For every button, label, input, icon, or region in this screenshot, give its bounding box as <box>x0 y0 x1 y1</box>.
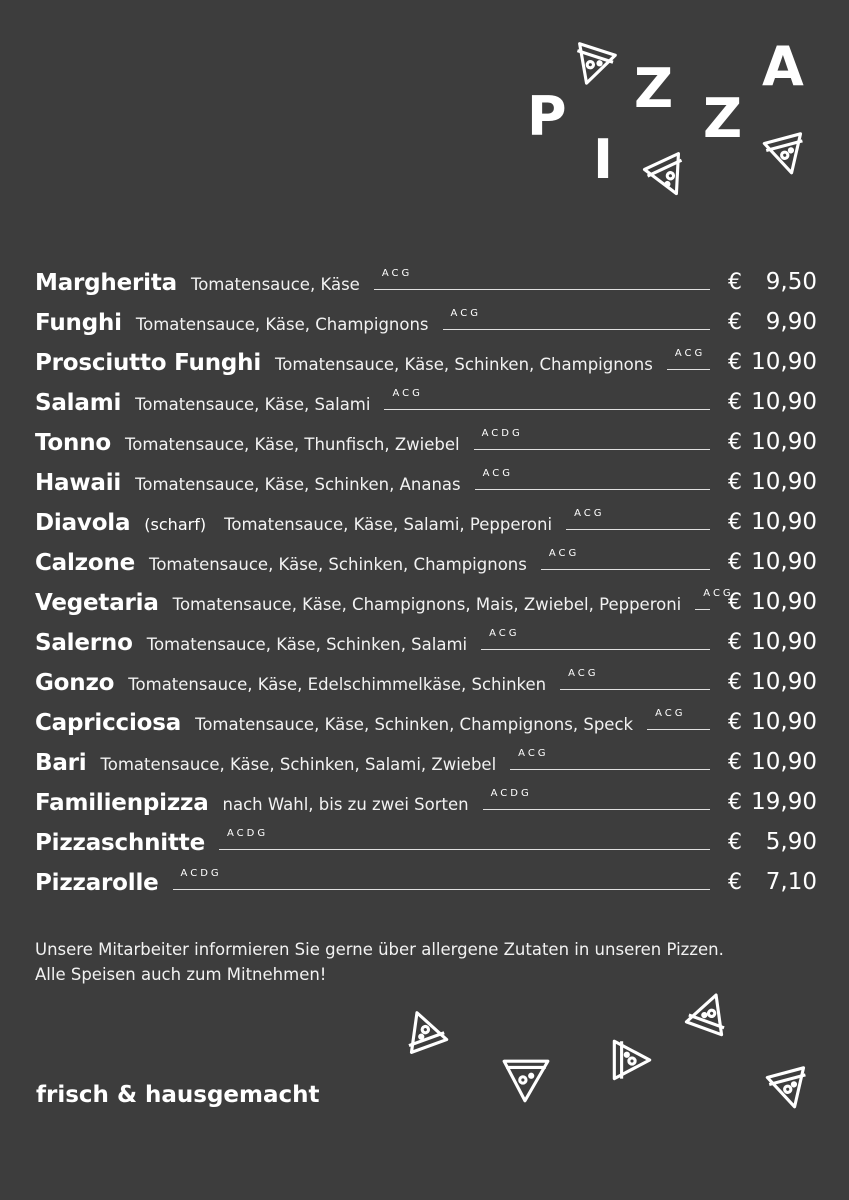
menu-item-price: 9,90 <box>765 309 817 335</box>
dotted-leader-line <box>374 268 710 290</box>
pizza-slice-icon <box>565 40 617 92</box>
pizza-slice-icon <box>763 1064 815 1116</box>
allergen-codes: ACG <box>568 668 599 679</box>
menu-item-description <box>35 748 710 776</box>
allergen-codes: ACG <box>489 628 520 639</box>
menu-item-name: Pizzarolle <box>35 870 159 896</box>
dotted-leader-line <box>483 788 710 810</box>
menu-item-price: 10,90 <box>751 389 817 415</box>
leader-rule <box>443 329 710 330</box>
menu-item-description <box>35 468 710 496</box>
menu-item-price: 10,90 <box>751 709 817 735</box>
menu-item-name: Margherita <box>35 270 177 296</box>
allergen-codes: ACG <box>703 588 734 599</box>
dotted-leader-line <box>667 348 710 370</box>
menu-item <box>35 702 817 742</box>
menu-item-description <box>35 668 710 696</box>
currency-symbol: € <box>728 389 742 415</box>
allergen-codes: ACDG <box>180 868 222 879</box>
menu-item-ingredients: Tomatensauce, Käse, Thunfisch, Zwiebel <box>125 435 460 454</box>
menu-item <box>35 662 817 702</box>
pizza-slice-icon <box>760 130 812 182</box>
leader-rule <box>483 809 710 810</box>
menu-item-note: (scharf) <box>144 515 207 534</box>
title-letter-z2: Z <box>703 87 743 150</box>
pizza-slice-icon <box>500 1055 552 1107</box>
menu-item-ingredients: Tomatensauce, Käse, Schinken, Salami <box>146 635 468 654</box>
allergen-codes: ACG <box>450 308 481 319</box>
leader-rule <box>219 849 710 850</box>
title-letter-p: P <box>527 85 567 148</box>
menu-item-name: Pizzaschnitte <box>35 830 205 856</box>
menu-item-price: 7,10 <box>765 869 817 895</box>
menu-item-name: Salerno <box>35 630 133 656</box>
menu-item-description <box>35 348 710 376</box>
menu-item-description <box>35 868 710 896</box>
currency-symbol: € <box>728 709 742 735</box>
allergen-codes: ACG <box>381 268 413 279</box>
menu-item-name: Vegetaria <box>35 590 159 616</box>
menu-item-price: 10,90 <box>751 629 817 655</box>
dotted-leader-line <box>541 548 710 570</box>
currency-symbol: € <box>728 589 742 615</box>
menu-item <box>35 262 817 302</box>
menu-item-price: 10,90 <box>751 589 817 615</box>
allergen-codes: ACG <box>655 708 686 719</box>
allergen-info <box>35 937 724 987</box>
dotted-leader-line <box>647 708 710 730</box>
menu-item-name: Familienpizza <box>35 790 209 816</box>
menu-item-description <box>35 628 710 656</box>
menu-item-name: Capricciosa <box>35 710 182 736</box>
info-line-1: Unsere Mitarbeiter informieren Sie gerne über allergene Zutaten in unseren Pizzen. <box>35 940 724 959</box>
menu-item-ingredients: Tomatensauce, Käse <box>190 275 360 294</box>
dotted-leader-line <box>443 308 710 330</box>
menu-item-ingredients: Tomatensauce, Käse, Schinken, Champignons, Speck <box>195 715 634 734</box>
menu-item-price: 10,90 <box>751 429 817 455</box>
menu-item-description <box>35 388 710 416</box>
menu-item <box>35 742 817 782</box>
menu-item-ingredients: Tomatensauce, Käse, Salami <box>135 395 371 414</box>
allergen-codes: ACG <box>392 388 423 399</box>
menu-item-description <box>35 308 710 336</box>
leader-rule <box>481 649 710 650</box>
menu-item-description <box>35 828 710 856</box>
menu-item-description <box>35 788 710 816</box>
menu-item-description <box>35 508 710 536</box>
title-letter-a: A <box>762 35 804 98</box>
currency-symbol: € <box>728 669 742 695</box>
menu-item <box>35 862 817 902</box>
menu-item <box>35 822 817 862</box>
currency-symbol: € <box>728 309 742 335</box>
menu-item-name: Calzone <box>35 550 136 576</box>
dotted-leader-line <box>481 628 710 650</box>
dotted-leader-line <box>219 828 710 850</box>
leader-rule <box>474 449 710 450</box>
leader-rule <box>374 289 710 290</box>
menu-item-description <box>35 588 734 616</box>
dotted-leader-line <box>695 588 734 610</box>
menu-item-ingredients: Tomatensauce, Käse, Edelschimmelkäse, Schinken <box>128 675 547 694</box>
dotted-leader-line <box>560 668 710 690</box>
title-letter-z1: Z <box>634 57 674 120</box>
leader-rule <box>173 889 710 890</box>
leader-rule <box>510 769 710 770</box>
menu-item-name: Tonno <box>35 430 111 456</box>
info-line-2: Alle Speisen auch zum Mitnehmen! <box>35 965 327 984</box>
dotted-leader-line <box>474 428 710 450</box>
allergen-codes: ACG <box>574 508 605 519</box>
menu-item-name: Salami <box>35 390 122 416</box>
currency-symbol: € <box>728 269 742 295</box>
menu-item <box>35 622 817 662</box>
dotted-leader-line <box>510 748 710 770</box>
title-letter-i: I <box>593 128 614 191</box>
currency-symbol: € <box>728 349 742 375</box>
menu-item-price: 10,90 <box>751 749 817 775</box>
pizza-slice-icon <box>685 986 737 1038</box>
currency-symbol: € <box>728 549 742 575</box>
menu-item <box>35 782 817 822</box>
currency-symbol: € <box>728 469 742 495</box>
leader-rule <box>667 369 710 370</box>
menu-item-name: Gonzo <box>35 670 115 696</box>
menu-item-name: Diavola <box>35 510 131 536</box>
menu-item-name: Hawaii <box>35 470 122 496</box>
dotted-leader-line <box>173 868 710 890</box>
pizza-slice-icon <box>606 1035 658 1087</box>
menu-item-price: 10,90 <box>751 469 817 495</box>
menu-item-ingredients: Tomatensauce, Käse, Champignons, Mais, Zwiebel, Pepperoni <box>172 595 682 614</box>
menu-item-description <box>35 548 710 576</box>
menu-item-ingredients: Tomatensauce, Käse, Schinken, Champignons <box>275 355 653 374</box>
menu-item-name: Prosciutto Funghi <box>35 350 262 376</box>
currency-symbol: € <box>728 789 742 815</box>
menu-item <box>35 542 817 582</box>
menu-item-description <box>35 428 710 456</box>
slogan: frisch & hausgemacht <box>36 1082 320 1108</box>
menu-item-description <box>35 268 710 296</box>
pizza-menu <box>35 262 817 902</box>
menu-item-price: 10,90 <box>751 509 817 535</box>
allergen-codes: ACG <box>482 468 514 479</box>
menu-item <box>35 502 817 542</box>
allergen-codes: ACDG <box>481 428 523 439</box>
menu-item-price: 9,50 <box>765 269 817 295</box>
menu-item-name: Bari <box>35 750 87 776</box>
menu-item <box>35 342 817 382</box>
currency-symbol: € <box>728 749 742 775</box>
dotted-leader-line <box>384 388 710 410</box>
allergen-codes: ACG <box>674 348 706 359</box>
allergen-codes: ACG <box>518 748 549 759</box>
dotted-leader-line <box>475 468 710 490</box>
pizza-slice-icon <box>642 152 694 204</box>
leader-rule <box>384 409 710 410</box>
allergen-codes: ACDG <box>490 788 532 799</box>
menu-item <box>35 382 817 422</box>
menu-item-price: 10,90 <box>751 669 817 695</box>
menu-item <box>35 582 817 622</box>
currency-symbol: € <box>728 829 742 855</box>
menu-item <box>35 422 817 462</box>
menu-item <box>35 302 817 342</box>
menu-item-name: Funghi <box>35 310 122 336</box>
currency-symbol: € <box>728 869 742 895</box>
leader-rule <box>566 529 710 530</box>
menu-item-description <box>35 708 710 736</box>
currency-symbol: € <box>728 429 742 455</box>
leader-rule <box>541 569 710 570</box>
menu-item-ingredients: Tomatensauce, Käse, Schinken, Ananas <box>135 475 461 494</box>
leader-rule <box>475 489 710 490</box>
currency-symbol: € <box>728 629 742 655</box>
leader-rule <box>695 609 710 610</box>
menu-item-ingredients: nach Wahl, bis zu zwei Sorten <box>222 795 469 814</box>
allergen-codes: ACDG <box>226 828 269 839</box>
menu-item-ingredients: Tomatensauce, Käse, Salami, Pepperoni <box>224 515 553 534</box>
menu-item-price: 5,90 <box>765 829 817 855</box>
menu-item-price: 19,90 <box>751 789 817 815</box>
menu-item-ingredients: Tomatensauce, Käse, Champignons <box>135 315 429 334</box>
menu-item-ingredients: Tomatensauce, Käse, Schinken, Salami, Zwiebel <box>100 755 497 774</box>
menu-item-price: 10,90 <box>751 349 817 375</box>
menu-item-ingredients: Tomatensauce, Käse, Schinken, Champignons <box>149 555 527 574</box>
dotted-leader-line <box>566 508 710 530</box>
currency-symbol: € <box>728 509 742 535</box>
menu-item-price: 10,90 <box>751 549 817 575</box>
allergen-codes: ACG <box>548 548 580 559</box>
leader-rule <box>560 689 710 690</box>
menu-item <box>35 462 817 502</box>
leader-rule <box>647 729 710 730</box>
pizza-slice-icon <box>398 1003 450 1055</box>
